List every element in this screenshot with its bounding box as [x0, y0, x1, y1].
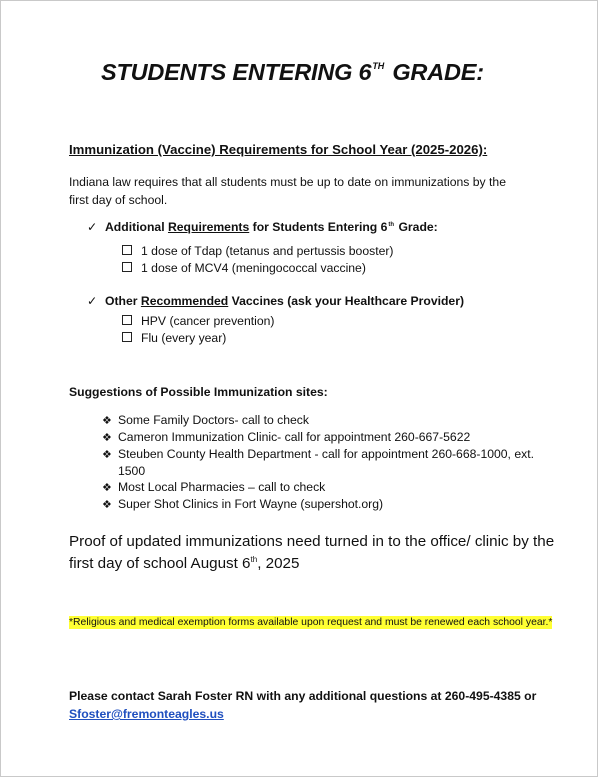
list-item: ❖ Most Local Pharmacies – call to check: [102, 479, 562, 497]
diamond-bullet-icon: ❖: [102, 432, 112, 444]
intro-paragraph: Indiana law requires that all students must be up to date on immunizations by the first day of school.: [69, 175, 506, 207]
proof-notice: Proof of updated immunizations need turned in to the office/ clinic by the first day of school August 6th, 2025: [69, 533, 555, 572]
recommended-vaccines-heading: ✓ Other Recommended Vaccines (ask your Healthcare Provider): [87, 294, 465, 308]
exemption-notice: [69, 615, 559, 630]
highlighted-text: *Religious and medical exemption forms available upon request and must be renewed each school year.*: [69, 617, 553, 628]
check-icon: ✓: [87, 294, 98, 308]
checkbox-square-icon: [122, 245, 132, 255]
checkbox-square-icon: [122, 262, 132, 272]
email-link[interactable]: Sfoster@fremonteagles.us: [69, 707, 224, 721]
check-icon: ✓: [87, 220, 98, 234]
list-item: ❖ Cameron Immunization Clinic- call for appointment 260-667-5622: [102, 429, 562, 447]
list-item: Flu (every year): [122, 331, 226, 345]
contact-text: Please contact Sarah Foster RN with any additional questions at 260-495-4385 or: [69, 689, 537, 703]
required-vaccines-heading: ✓ Additional Requirements for Students Entering 6th Grade:: [87, 220, 438, 234]
list-item: HPV (cancer prevention): [122, 314, 274, 328]
list-item: ❖ Some Family Doctors- call to check: [102, 412, 562, 430]
list-item: 1 dose of MCV4 (meningococcal vaccine): [122, 261, 366, 275]
list-item: ❖ Super Shot Clinics in Fort Wayne (supershot.org): [102, 496, 562, 514]
checkbox-square-icon: [122, 315, 132, 325]
diamond-bullet-icon: ❖: [102, 482, 112, 494]
diamond-bullet-icon: ❖: [102, 449, 112, 461]
checkbox-square-icon: [122, 332, 132, 342]
page-title: STUDENTS ENTERING 6TH GRADE:: [101, 59, 484, 85]
contact-info: [69, 687, 579, 723]
diamond-bullet-icon: ❖: [102, 499, 112, 511]
list-item: ❖ Steuben County Health Department - call for appointment 260-668-1000, ext. 1500: [102, 447, 534, 478]
diamond-bullet-icon: ❖: [102, 415, 112, 427]
sites-heading: Suggestions of Possible Immunization sites:: [69, 385, 328, 399]
requirements-heading: Immunization (Vaccine) Requirements for School Year (2025-2026):: [69, 142, 488, 157]
list-item: 1 dose of Tdap (tetanus and pertussis booster): [122, 244, 393, 258]
